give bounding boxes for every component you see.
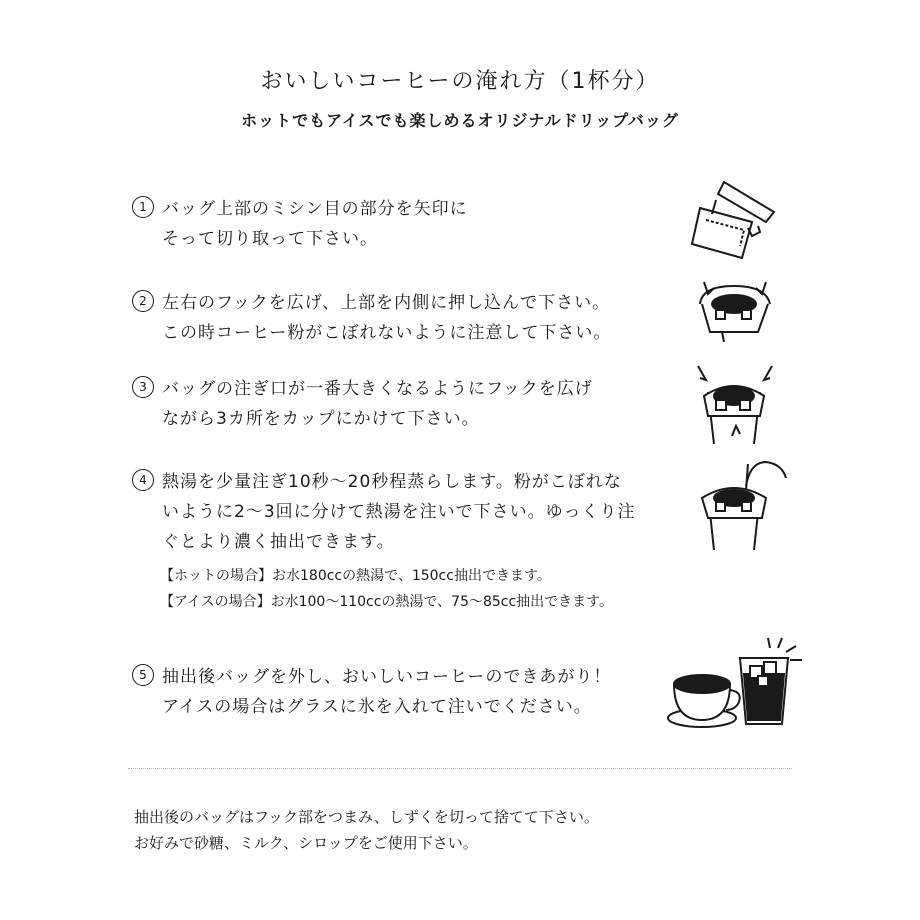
- hang-bag-icon: [690, 362, 780, 446]
- step-number: 5: [132, 664, 154, 686]
- step-number: 3: [132, 376, 154, 398]
- divider: [128, 768, 792, 769]
- tear-bag-icon: [690, 178, 780, 260]
- step-text-line: バッグ上部のミシン目の部分を矢印に: [162, 199, 468, 219]
- page-subtitle: ホットでもアイスでも楽しめるオリジナルドリップバッグ: [241, 111, 679, 130]
- step-text-line: ぐとより濃く抽出できます。: [162, 532, 395, 552]
- step-number: 4: [132, 469, 154, 491]
- pour-water-icon: [690, 456, 790, 552]
- page-title: おいしいコーヒーの淹れ方（1杯分）: [260, 69, 660, 94]
- footer-line: お好みで砂糖、ミルク、シロップをご使用下さい。: [134, 834, 478, 852]
- footer: [134, 804, 599, 856]
- step-number: 2: [132, 290, 154, 312]
- step-text-line: この時コーヒー粉がこぼれないように注意して下さい。: [162, 323, 612, 343]
- step-text-line: そって切り取って下さい。: [162, 229, 378, 249]
- step-text-line: 抽出後バッグを外し、おいしいコーヒーのできあがり！: [162, 667, 612, 687]
- step-text-line: 左右のフックを広げ、上部を内側に押し込んで下さい。: [162, 293, 611, 313]
- step-text-line: いように2～3回に分けて熱湯を注いで下さい。ゆっくり注: [162, 502, 636, 522]
- step-text-line: 熱湯を少量注ぎ10秒～20秒程蒸らします。粉がこぼれな: [162, 472, 622, 492]
- footer-line: 抽出後のバッグはフック部をつまみ、しずくを切って捨てて下さい。: [134, 808, 599, 826]
- note-hot: 【ホットの場合】お水180ccの熱湯で、150cc抽出できます。: [160, 568, 551, 584]
- note-ice: 【アイスの場合】お水100～110ccの熱湯で、75～85cc抽出できます。: [160, 594, 614, 610]
- coffee-cups-icon: [664, 630, 814, 734]
- step-number: 1: [132, 196, 154, 218]
- step-text-line: ながら3カ所をカップにかけて下さい。: [162, 409, 480, 429]
- step-text-line: アイスの場合はグラスに氷を入れて注いでください。: [162, 697, 592, 717]
- step-text-line: バッグの注ぎ口が一番大きくなるようにフックを広げ: [162, 379, 593, 399]
- open-bag-icon: [694, 274, 776, 346]
